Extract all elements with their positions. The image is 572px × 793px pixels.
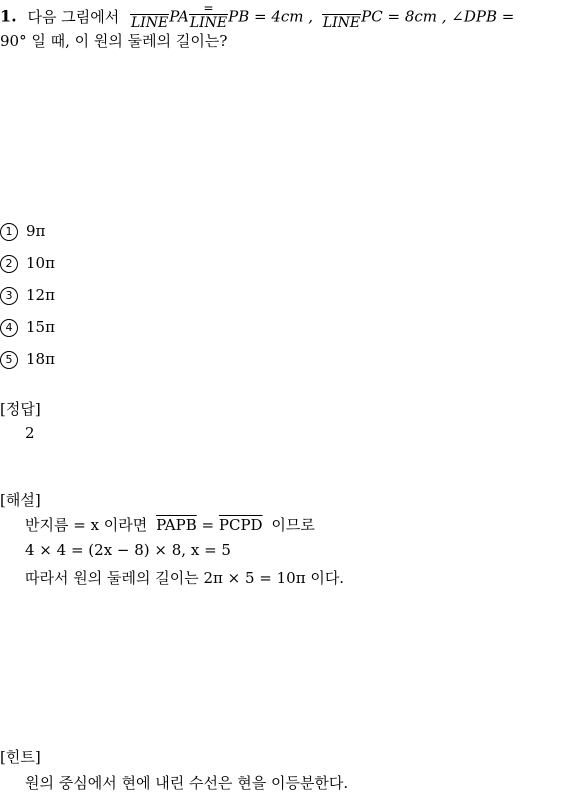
choice-text-3: 12π (26, 286, 55, 304)
choice-text-4: 15π (26, 318, 55, 336)
choice-text-1: 9π (26, 222, 46, 240)
fraction-line-1 (130, 4, 169, 31)
explanation-line-1-suffix: 이므로 (271, 516, 315, 534)
segment-product-pcpd: PCPD (218, 516, 263, 534)
explanation-line-1-prefix: 반지름 = x 이라면 (25, 516, 148, 534)
explanation-line-2: 4 × 4 = (2x − 8) × 8, x = 5 (25, 541, 231, 559)
hint-text: 원의 중심에서 현에 내린 수선은 현을 이등분한다. (25, 774, 349, 792)
fraction-bottom-2: LINE (189, 15, 228, 31)
question-line-2: 90° 일 때, 이 원의 둘레의 길이는? (0, 32, 228, 50)
segment-pa: PA (169, 7, 189, 26)
explanation-line-1 (25, 514, 315, 535)
hint-label: [힌트] (0, 748, 41, 766)
explanation-line-3: 따라서 원의 둘레의 길이는 2π × 5 = 10π 이다. (25, 569, 345, 587)
fraction-top-3 (322, 4, 361, 15)
choice-marker-2: 2 (0, 255, 18, 273)
choice-1[interactable] (0, 222, 45, 241)
choice-text-5: 18π (26, 350, 55, 368)
question-line-1 (0, 1, 515, 31)
fraction-top-1 (130, 4, 169, 15)
choice-text-2: 10π (26, 254, 55, 272)
question-prefix: 다음 그림에서 (27, 7, 120, 26)
choice-marker-5: 5 (0, 351, 18, 369)
choice-3[interactable] (0, 286, 55, 305)
fraction-top-2: = (189, 4, 228, 15)
answer-value: 2 (25, 424, 35, 442)
choice-5[interactable] (0, 350, 55, 369)
explanation-label: [해설] (0, 491, 41, 509)
choice-marker-1: 1 (0, 223, 18, 241)
segment-pb-equation: PB = 4cm , (228, 7, 314, 26)
explanation-equals: = (201, 516, 215, 534)
fraction-bottom-3: LINE (322, 15, 361, 31)
choice-marker-3: 3 (0, 287, 18, 305)
fraction-line-2 (189, 1, 228, 31)
segment-product-papb: PAPB (156, 516, 197, 534)
choice-4[interactable] (0, 318, 55, 337)
choice-marker-4: 4 (0, 319, 18, 337)
segment-pc-equation: PC = 8cm , ∠DPB = (361, 7, 515, 26)
question-number: 1. (0, 6, 17, 26)
fraction-line-3 (322, 4, 361, 31)
answer-label: [정답] (0, 400, 41, 418)
fraction-bottom-1: LINE (130, 15, 169, 31)
choice-2[interactable] (0, 254, 55, 273)
